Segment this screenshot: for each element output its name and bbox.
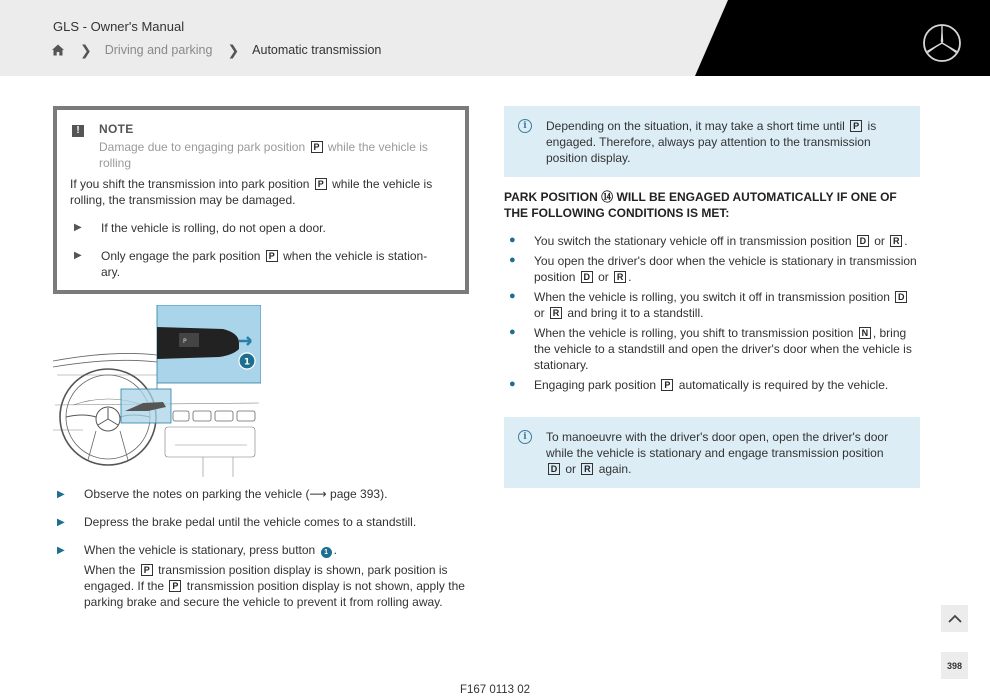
chevron-right-icon: ❯ [80, 41, 92, 58]
key-d: D [895, 291, 907, 303]
step-2: Depress the brake pedal until the vehicle comes to a standstill. [84, 515, 417, 529]
info-icon: i [518, 430, 532, 444]
key-d: D [548, 463, 560, 475]
bullet-dot-icon: ● [509, 290, 516, 302]
triangle-bullet-icon: ▶ [74, 250, 82, 261]
bullet-dot-icon: ● [509, 326, 516, 338]
callout-badge-1: 1 [321, 547, 332, 558]
callout-1: 1 [243, 357, 251, 368]
note-heading: NOTE [99, 122, 134, 136]
step-arrow-icon: ▶ [57, 517, 65, 528]
manual-title: GLS - Owner's Manual [53, 19, 185, 34]
step-arrow-icon: ▶ [57, 489, 65, 500]
note-box [53, 106, 469, 294]
key-d: D [581, 271, 593, 283]
key-r: R [550, 307, 562, 319]
bullet-dot-icon: ● [509, 254, 516, 266]
steering-wheel-illustration [53, 305, 261, 477]
condition-5: Engaging park position P automatically is required by the vehicle. [534, 378, 889, 392]
condition-4: When the vehicle is rolling, you shift to transmission position N , bring the vehicle to a standstill and open the driver's door when the vehicle is stationary. [534, 326, 912, 372]
condition-3: When the vehicle is rolling, you switch it off in transmission position D or R and bring it to a standstill. [534, 289, 919, 321]
note-bullet-2: Only engage the park position P when the vehicle is station-ary. [101, 249, 428, 279]
info-top-text: Depending on the situation, it may take a short time until P is engaged. Therefore, always pay attention to the transmission position display. [546, 119, 877, 165]
condition-2: You open the driver's door when the vehicle is stationary in transmission position D or R . [534, 254, 917, 284]
step-3: When the vehicle is stationary, press button 1 . [84, 543, 337, 557]
page-number[interactable]: 398 [941, 652, 968, 679]
key-p: P [169, 580, 181, 592]
warning-icon: ! [72, 125, 84, 137]
key-r: R [581, 463, 593, 475]
chevron-up-icon [948, 614, 962, 623]
key-d: D [857, 235, 869, 247]
chevron-right-icon: ❯ [227, 41, 240, 58]
page-link-393[interactable]: page 393). [330, 487, 388, 501]
step-1: Observe the notes on parking the vehicle (⟶ page 393). [84, 487, 388, 501]
callout-badge-14: ⑭ [601, 190, 614, 204]
home-icon[interactable] [51, 43, 65, 57]
section-heading: PARK POSITION ⑭ WILL BE ENGAGED AUTOMATICALLY IF ONE OF THE FOLLOWING CONDITIONS IS MET: [504, 190, 897, 220]
key-r: R [890, 235, 902, 247]
scroll-to-top-button[interactable] [941, 605, 968, 632]
bullet-dot-icon: ● [509, 234, 516, 246]
info-box-top [504, 106, 920, 177]
note-subtitle: Damage due to engaging park position P while the vehicle is rolling [99, 140, 428, 170]
breadcrumb-link-driving-parking[interactable]: Driving and parking [104, 43, 213, 57]
breadcrumb-current: Automatic transmission [252, 43, 382, 57]
step-3-detail: When the P transmission position display is shown, park position is engaged. If the P transmission position display is not shown, apply the parking brake and secure the vehicle to prevent it from rolling away. [84, 563, 465, 609]
triangle-bullet-icon: ▶ [74, 222, 82, 233]
page-header [0, 0, 990, 76]
figure-code: F167 0113 02 [459, 684, 531, 696]
note-bullet-1: If the vehicle is rolling, do not open a door. [101, 221, 326, 235]
info-box-bottom [504, 417, 920, 488]
key-p: P [315, 178, 327, 190]
svg-text:P: P [183, 338, 187, 345]
key-p: P [661, 379, 673, 391]
key-p: P [266, 250, 278, 262]
key-p: P [311, 141, 323, 153]
breadcrumb [51, 41, 381, 59]
bullet-dot-icon: ● [509, 378, 516, 390]
key-n: N [859, 327, 871, 339]
key-p: P [850, 120, 862, 132]
note-body: If you shift the transmission into park position P while the vehicle is rolling, the transmission may be damaged. [70, 177, 433, 207]
step-arrow-icon: ▶ [57, 545, 65, 556]
condition-1: You switch the stationary vehicle off in transmission position D or R . [534, 234, 908, 248]
info-bottom-text: To manoeuvre with the driver's door open, open the driver's door while the vehicle is stationary and engage transmission position D or R again. [546, 430, 889, 476]
key-p: P [141, 564, 153, 576]
mercedes-star-icon[interactable] [922, 23, 962, 63]
key-r: R [614, 271, 626, 283]
info-icon: i [518, 119, 532, 133]
